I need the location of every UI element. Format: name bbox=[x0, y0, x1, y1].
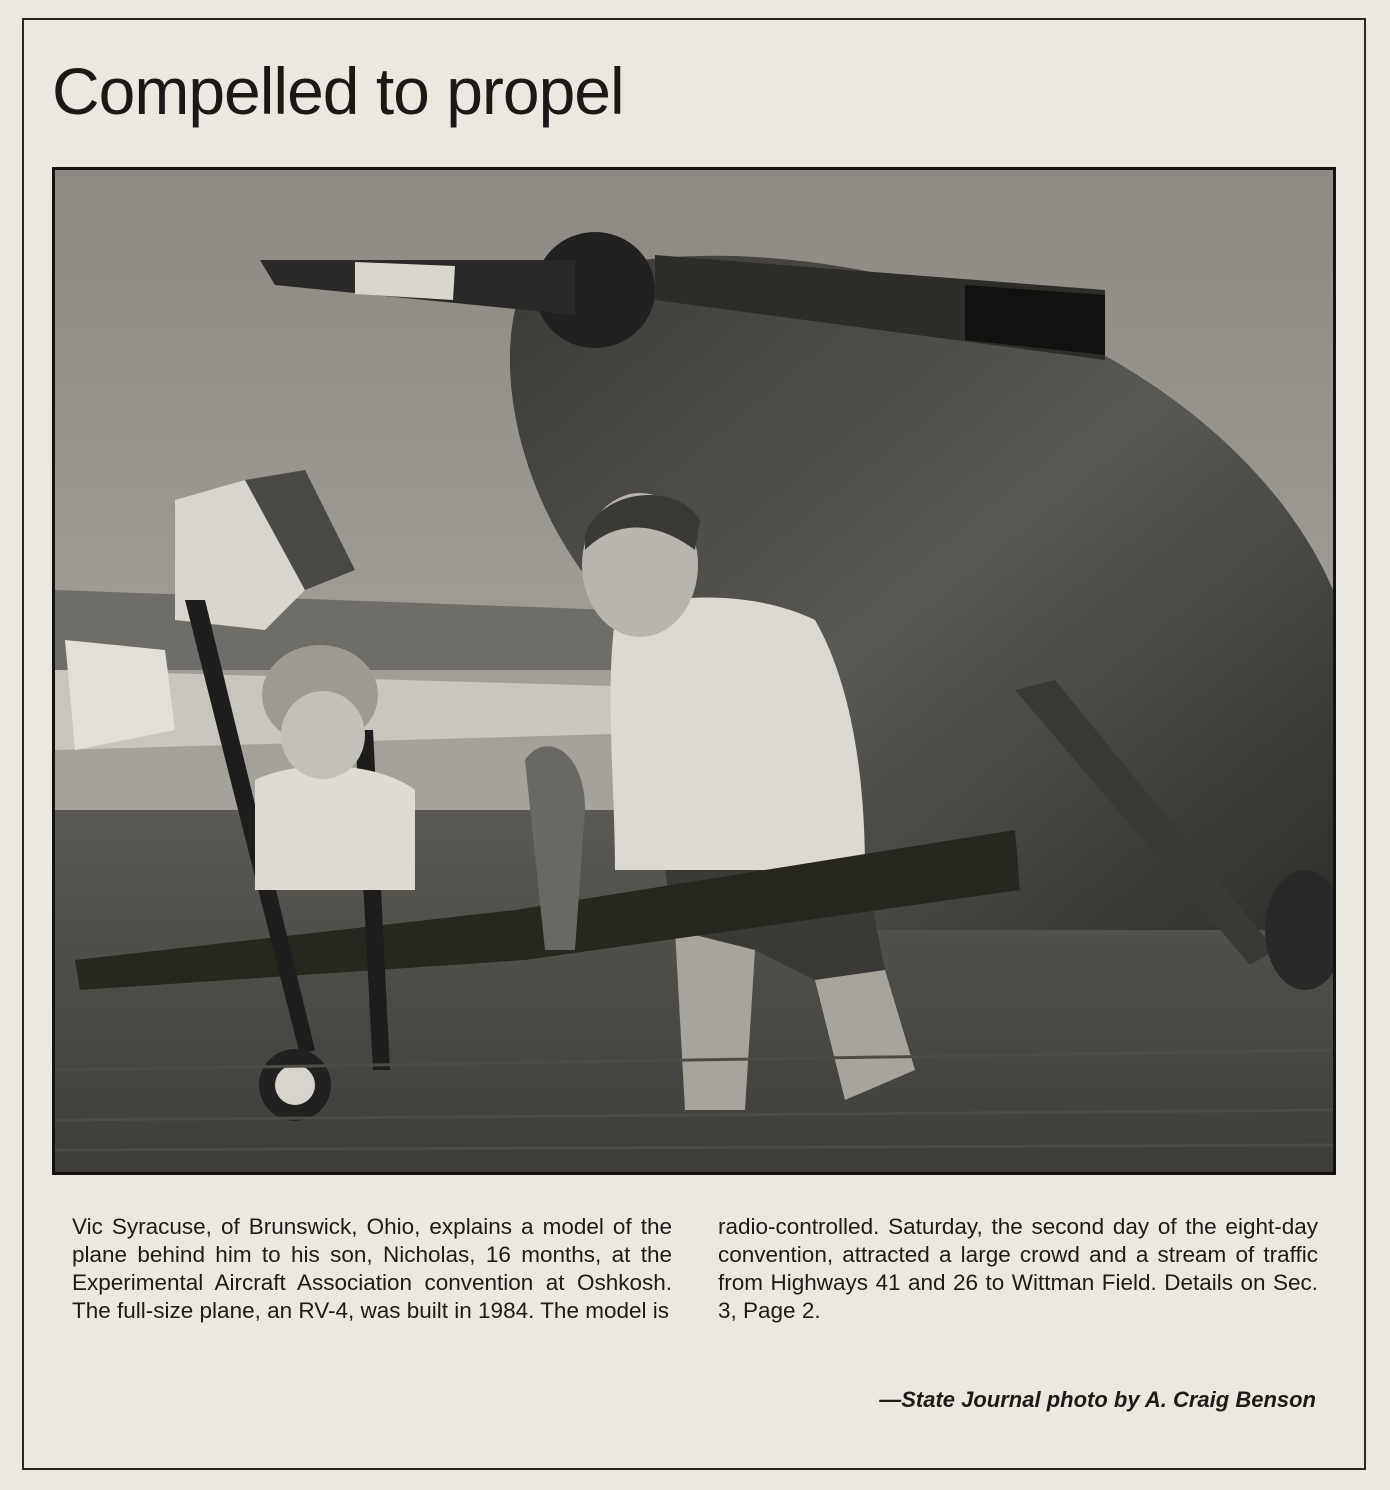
news-photo bbox=[52, 167, 1336, 1175]
headline: Compelled to propel bbox=[52, 54, 624, 128]
photo-credit: —State Journal photo by A. Craig Benson bbox=[879, 1387, 1316, 1412]
caption-column-1: Vic Syracuse, of Brunswick, Ohio, explains a model of the plane behind him to his son, Nicholas, 16 months, at the Experimental Aircraft Association convention at Oshkosh. The full-size plane, an RV-4, was built in 1984. The model is bbox=[72, 1214, 672, 1323]
caption-column-2: radio-controlled. Saturday, the second day of the eight-day convention, attracted a large crowd and a stream of traffic from Highways 41 and 26 to Wittman Field. Details on Sec. 3, Page 2. bbox=[718, 1214, 1318, 1323]
